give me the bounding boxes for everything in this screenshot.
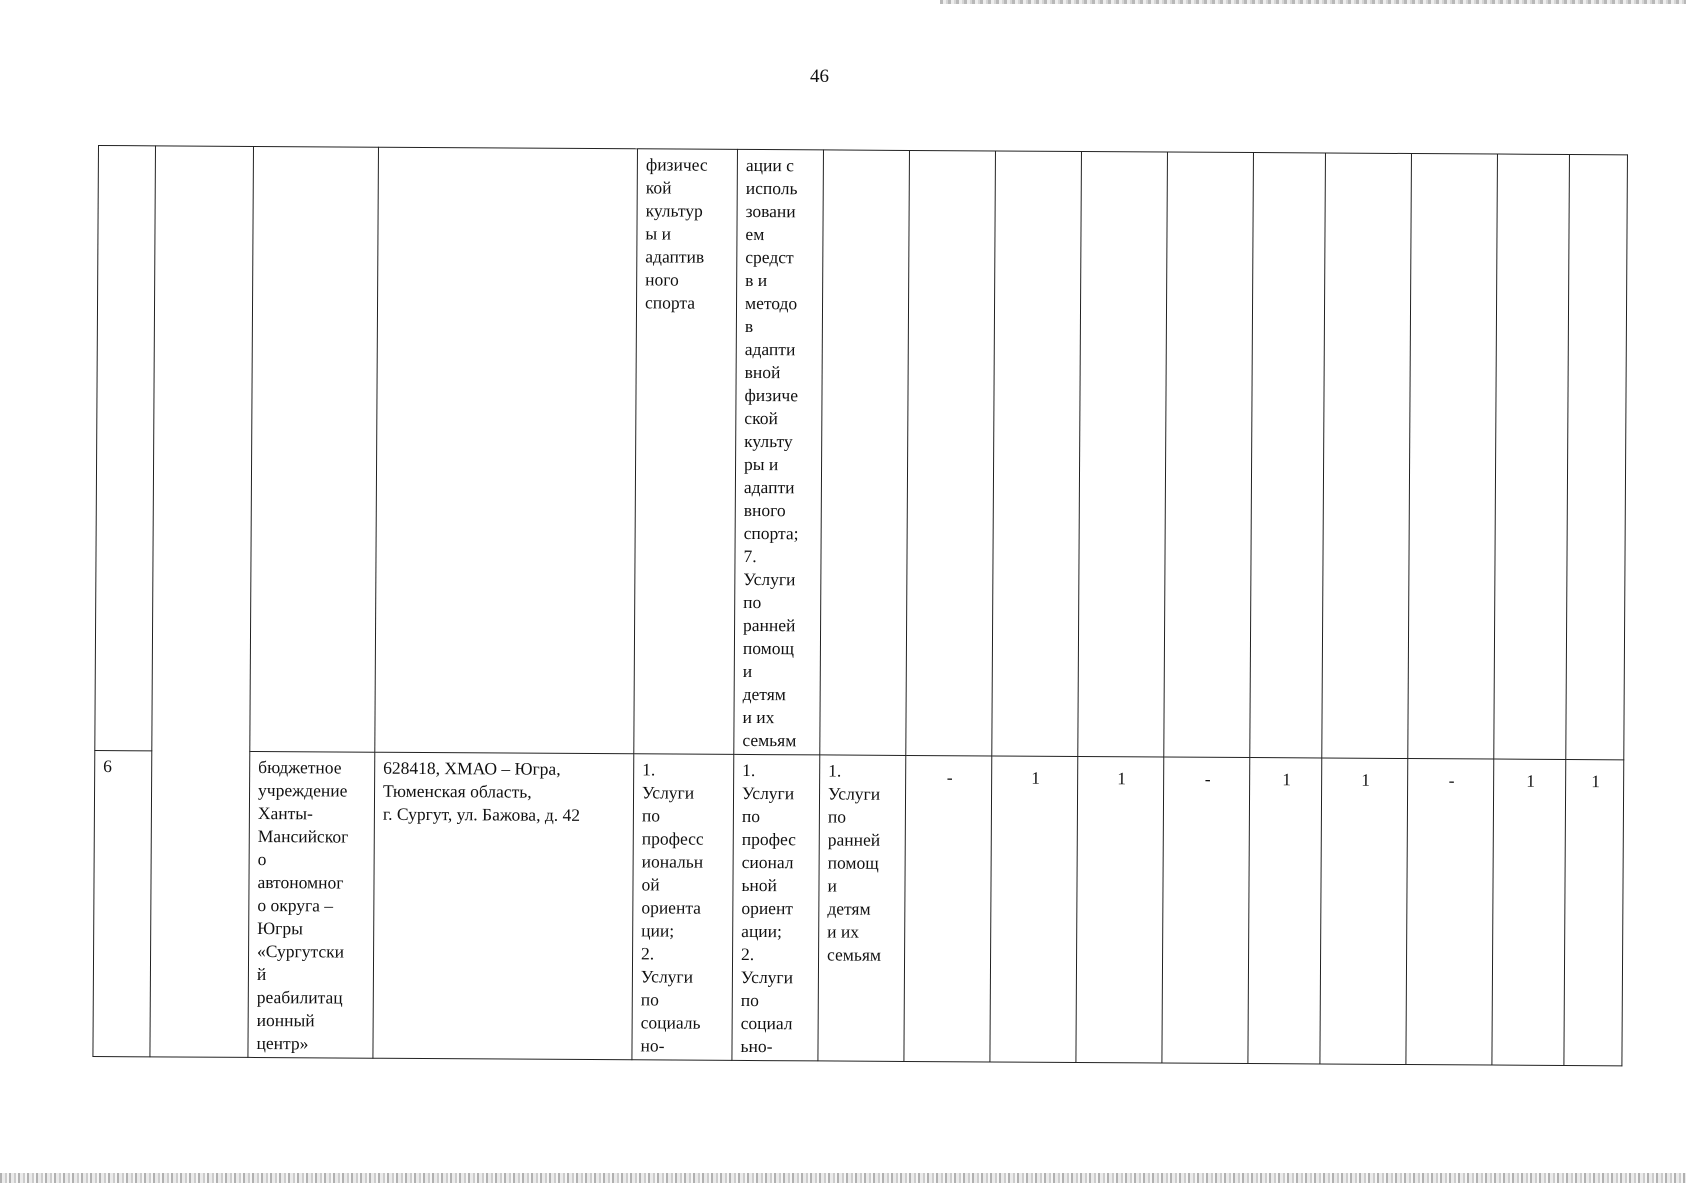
table-row	[95, 146, 1628, 760]
cell-services-col6: 1. Услуги по профес сионал ьной ориент ации; 2. Услуги по социал ьно-	[732, 754, 820, 1061]
cell-address: 628418, ХМАО – Югра, Тюменская область, г. Сургут, ул. Бажова, д. 42	[373, 752, 634, 1060]
cell-count	[906, 150, 996, 756]
cell-institution: бюджетное учреждение Ханты- Мансийског о автономног о округа – Югры «Сургутски й реабилитац ионный центр»	[248, 751, 375, 1058]
cell-count	[1494, 154, 1570, 759]
cell-count: 1	[990, 756, 1078, 1063]
scan-noise-bottom	[0, 1173, 1686, 1183]
cell-address	[375, 147, 638, 754]
cell-count: 1	[1564, 759, 1624, 1065]
cell-services-col5: 1. Услуги по професс иональн ой ориента ции; 2. Услуги по социаль но-	[632, 754, 734, 1061]
cell-count	[1566, 154, 1628, 759]
cell-merged-col2	[150, 146, 254, 1058]
cell-count: 1	[1248, 758, 1322, 1064]
table-row	[93, 750, 1624, 1065]
cell-count: 1	[1492, 759, 1566, 1065]
cell-services-col6: ации с исполь зовани ем средст в и методо в адапти вной физиче ской культу ры и адапти вного спорта; 7. Услуги по ранней помощ и детям и их семьям	[734, 149, 824, 755]
cell-count: 1	[1320, 758, 1408, 1065]
cell-count	[1408, 154, 1498, 760]
cell-number	[95, 146, 156, 751]
cell-count: -	[1406, 759, 1494, 1066]
cell-number: 6	[93, 750, 152, 1056]
cell-count	[1250, 153, 1326, 758]
cell-services-col7: 1. Услуги по ранней помощ и детям и их семьям	[818, 755, 906, 1062]
cell-count	[1164, 152, 1254, 758]
cell-count	[1078, 152, 1168, 758]
services-table	[92, 145, 1628, 1066]
cell-count: 1	[1076, 756, 1164, 1063]
cell-institution	[250, 146, 379, 752]
cell-count: -	[904, 755, 992, 1062]
cell-count: -	[1162, 757, 1250, 1064]
cell-services-col7	[820, 150, 910, 756]
cell-count	[1322, 153, 1412, 759]
page-number: 46	[810, 66, 829, 87]
cell-services-col5: физичес кой культур ы и адаптив ного спорта	[634, 149, 738, 755]
cell-count	[992, 151, 1082, 757]
scan-noise-top	[940, 0, 1686, 4]
